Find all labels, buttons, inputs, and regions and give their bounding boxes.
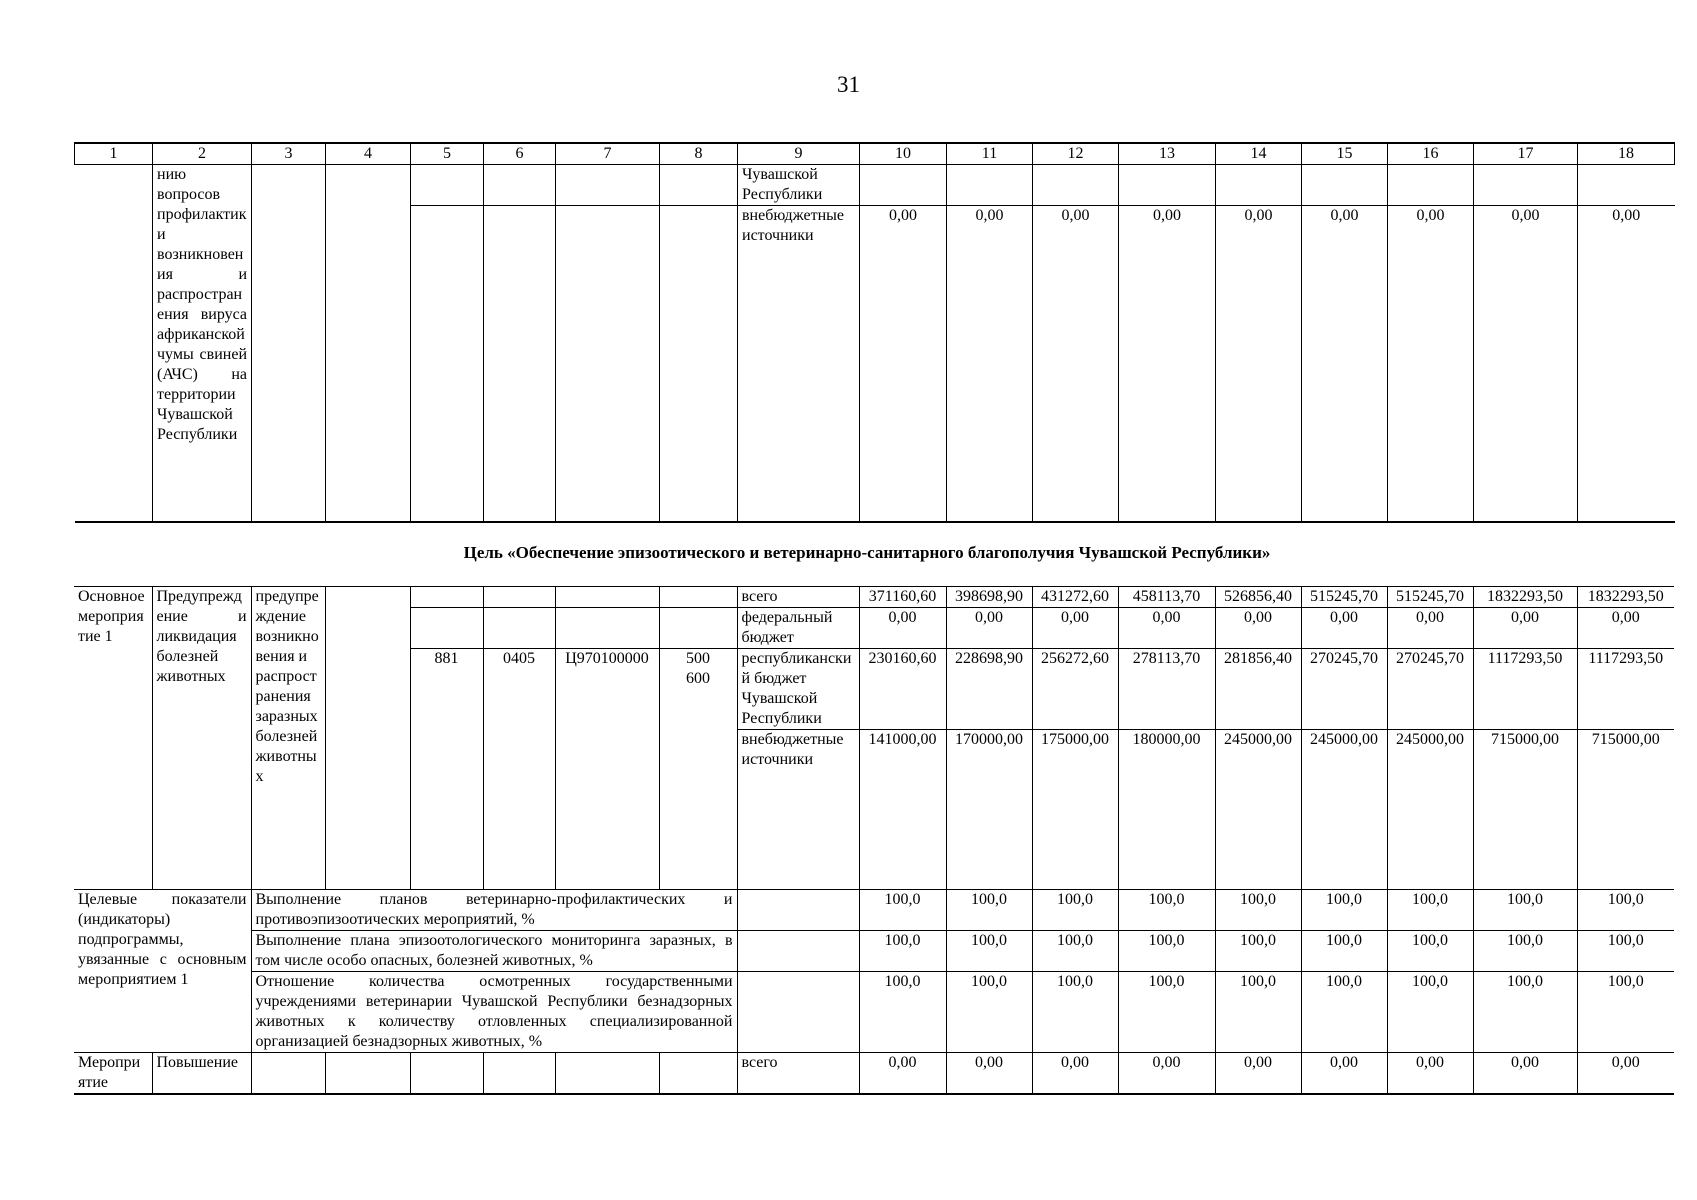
value-cell: 715000,00 <box>1473 730 1577 890</box>
indicator-value-cell: 100,0 <box>1215 972 1301 1053</box>
indicator-value-cell: 100,0 <box>859 890 946 931</box>
value-cell: 270245,70 <box>1387 649 1473 730</box>
table-row <box>74 587 1674 608</box>
value-cell: 515245,70 <box>1387 587 1473 608</box>
funding-source-cell: Чувашской Республики <box>738 165 860 206</box>
event-name-cell: нию вопросов профилактики возникновения и распространения вируса африканской чумы свиней (АЧС) на территории Чувашской Республики <box>153 165 252 523</box>
value-cell: 170000,00 <box>946 730 1032 890</box>
table-cell <box>659 587 737 608</box>
indicator-value-cell: 100,0 <box>1032 931 1118 972</box>
table-cell <box>1578 165 1675 206</box>
value-cell: 245000,00 <box>1301 730 1387 890</box>
column-number: 7 <box>556 143 660 165</box>
value-cell: 141000,00 <box>859 730 946 890</box>
budget-table-main <box>74 586 1674 1095</box>
indicator-row <box>74 931 1674 972</box>
event-name-cell: Повышение <box>152 1053 251 1095</box>
indicator-text-cell: Отношение количества осмотренных государственными учреждениями ветеринарии Чувашской Республики безнадзорных животных к количеству отловленных специализированной организацией безнадзорных животных, % <box>251 972 737 1053</box>
value-cell: 0,00 <box>1473 1053 1577 1095</box>
column-number: 13 <box>1119 143 1216 165</box>
indicator-text-cell: Выполнение плана эпизоотологического мониторинга заразных, в том числе особо опасных, болезней животных, % <box>251 931 737 972</box>
value-cell: 0,00 <box>1301 608 1387 649</box>
value-cell: 0,00 <box>946 1053 1032 1095</box>
value-cell: 0,00 <box>1215 1053 1301 1095</box>
table-cell <box>483 1053 555 1095</box>
value-cell: 0,00 <box>859 1053 946 1095</box>
column-number: 8 <box>660 143 738 165</box>
value-cell: 230160,60 <box>859 649 946 730</box>
indicator-value-cell: 100,0 <box>859 931 946 972</box>
value-cell: 0,00 <box>946 608 1032 649</box>
table-cell <box>325 1053 410 1095</box>
table-cell <box>411 165 484 206</box>
event-goal-cell: предупреждение возникновения и распространения заразных болезней животных <box>251 587 325 890</box>
table-cell <box>737 890 859 931</box>
column-number: 9 <box>738 143 860 165</box>
table-cell <box>660 206 738 522</box>
page-number: 31 <box>837 72 860 97</box>
table-cell <box>659 608 737 649</box>
indicator-value-cell: 100,0 <box>1301 890 1387 931</box>
value-cell: 0,00 <box>1033 206 1119 522</box>
table-cell <box>737 972 859 1053</box>
value-cell: 431272,60 <box>1032 587 1118 608</box>
value-cell: 0,00 <box>1387 608 1473 649</box>
goal-heading: Цель «Обеспечение эпизоотического и ветеринарно-санитарного благополучия Чувашской Республики» <box>463 543 1271 562</box>
table-cell <box>251 1053 325 1095</box>
value-cell: 0,00 <box>1301 1053 1387 1095</box>
table-cell <box>326 165 411 523</box>
column-number: 14 <box>1216 143 1302 165</box>
value-cell: 281856,40 <box>1215 649 1301 730</box>
column-number: 10 <box>860 143 947 165</box>
indicator-value-cell: 100,0 <box>1118 972 1215 1053</box>
indicator-value-cell: 100,0 <box>1577 972 1674 1053</box>
value-cell: 245000,00 <box>1387 730 1473 890</box>
indicator-value-cell: 100,0 <box>1473 890 1577 931</box>
indicator-value-cell: 100,0 <box>1118 890 1215 931</box>
value-cell: 1832293,50 <box>1473 587 1577 608</box>
table-cell <box>660 165 738 206</box>
indicator-value-cell: 100,0 <box>1387 972 1473 1053</box>
indicator-value-cell: 100,0 <box>1473 931 1577 972</box>
value-cell: 0,00 <box>1118 1053 1215 1095</box>
funding-source-cell: внебюджетные источники <box>737 730 859 890</box>
table-cell <box>947 165 1033 206</box>
table-cell <box>555 587 659 608</box>
indicator-value-cell: 100,0 <box>1577 931 1674 972</box>
indicator-row <box>74 972 1674 1053</box>
indicator-value-cell: 100,0 <box>1387 931 1473 972</box>
table-cell <box>1033 165 1119 206</box>
indicator-value-cell: 100,0 <box>1301 931 1387 972</box>
column-number: 2 <box>153 143 252 165</box>
column-number: 17 <box>1474 143 1578 165</box>
indicator-row <box>74 890 1674 931</box>
table-cell <box>410 1053 483 1095</box>
indicator-value-cell: 100,0 <box>1215 931 1301 972</box>
event-name-cell: Предупреждение и ликвидация болезней животных <box>152 587 251 890</box>
table-cell <box>555 1053 659 1095</box>
column-number: 5 <box>411 143 484 165</box>
value-cell: 0,00 <box>1118 608 1215 649</box>
value-cell: 0,00 <box>1474 206 1578 522</box>
column-number: 1 <box>75 143 153 165</box>
table-cell <box>483 587 555 608</box>
table-cell <box>325 587 410 890</box>
value-cell: 256272,60 <box>1032 649 1118 730</box>
value-cell: 0,00 <box>859 608 946 649</box>
budget-table-continuation <box>74 142 1675 523</box>
table-cell <box>75 165 153 523</box>
column-number: 3 <box>252 143 326 165</box>
indicator-value-cell: 100,0 <box>1577 890 1674 931</box>
indicator-value-cell: 100,0 <box>1473 972 1577 1053</box>
funding-source-cell: республиканский бюджет Чувашской Республики <box>737 649 859 730</box>
value-cell: 458113,70 <box>1118 587 1215 608</box>
event-type-cell: Основное мероприятие 1 <box>74 587 152 890</box>
table-cell <box>1388 165 1474 206</box>
value-cell: 0,00 <box>1216 206 1302 522</box>
funding-source-cell: федеральный бюджет <box>737 608 859 649</box>
value-cell: 1832293,50 <box>1577 587 1674 608</box>
expense-type-code: 500 <box>686 650 710 667</box>
table-cell <box>1216 165 1302 206</box>
event-type-cell: Мероприятие <box>74 1053 152 1095</box>
value-cell: 515245,70 <box>1301 587 1387 608</box>
indicator-value-cell: 100,0 <box>946 972 1032 1053</box>
value-cell: 245000,00 <box>1215 730 1301 890</box>
value-cell: 0,00 <box>1578 206 1675 522</box>
value-cell: 228698,90 <box>946 649 1032 730</box>
indicator-text-cell: Выполнение планов ветеринарно-профилактических и противоэпизоотических мероприятий, % <box>251 890 737 931</box>
value-cell: 0,00 <box>1119 206 1216 522</box>
indicator-value-cell: 100,0 <box>1032 972 1118 1053</box>
value-cell: 0,00 <box>1215 608 1301 649</box>
table-cell <box>737 931 859 972</box>
indicator-value-cell: 100,0 <box>946 931 1032 972</box>
target-article-cell: Ц970100000 <box>555 649 659 890</box>
table-cell <box>252 165 326 523</box>
funding-source-cell: внебюджетные источники <box>738 206 860 522</box>
table-cell <box>410 587 483 608</box>
indicator-value-cell: 100,0 <box>1032 890 1118 931</box>
value-cell: 0,00 <box>1577 608 1674 649</box>
value-cell: 278113,70 <box>1118 649 1215 730</box>
value-cell: 175000,00 <box>1032 730 1118 890</box>
table-cell <box>860 165 947 206</box>
expense-type-code: 600 <box>686 670 710 687</box>
value-cell: 270245,70 <box>1301 649 1387 730</box>
table-cell <box>410 608 483 649</box>
table-row <box>75 165 1675 206</box>
column-number: 12 <box>1033 143 1119 165</box>
column-number: 18 <box>1578 143 1675 165</box>
indicators-label-cell: Целевые показатели (индикаторы) подпрограммы, увязанные с основным мероприятием 1 <box>74 890 251 1053</box>
value-cell: 0,00 <box>860 206 947 522</box>
value-cell: 1117293,50 <box>1577 649 1674 730</box>
expense-type-cell <box>659 649 737 890</box>
indicator-value-cell: 100,0 <box>859 972 946 1053</box>
column-number: 6 <box>484 143 556 165</box>
column-number: 16 <box>1388 143 1474 165</box>
table-cell <box>659 1053 737 1095</box>
table-cell <box>411 206 484 522</box>
table-cell <box>483 608 555 649</box>
table-cell <box>1474 165 1578 206</box>
value-cell: 0,00 <box>1388 206 1474 522</box>
value-cell: 0,00 <box>1032 1053 1118 1095</box>
value-cell: 715000,00 <box>1577 730 1674 890</box>
ministry-code-cell: 881 <box>410 649 483 890</box>
value-cell: 0,00 <box>1577 1053 1674 1095</box>
table-cell <box>556 165 660 206</box>
value-cell: 0,00 <box>1473 608 1577 649</box>
value-cell: 0,00 <box>1302 206 1388 522</box>
indicator-value-cell: 100,0 <box>1387 890 1473 931</box>
table-cell <box>1302 165 1388 206</box>
value-cell: 0,00 <box>947 206 1033 522</box>
table-cell <box>556 206 660 522</box>
funding-source-cell: всего <box>737 1053 859 1095</box>
table-cell <box>484 206 556 522</box>
section-code-cell: 0405 <box>483 649 555 890</box>
indicator-value-cell: 100,0 <box>946 890 1032 931</box>
value-cell: 1117293,50 <box>1473 649 1577 730</box>
indicator-value-cell: 100,0 <box>1118 931 1215 972</box>
indicator-value-cell: 100,0 <box>1301 972 1387 1053</box>
table-cell <box>555 608 659 649</box>
value-cell: 526856,40 <box>1215 587 1301 608</box>
table-cell <box>484 165 556 206</box>
column-number: 4 <box>326 143 411 165</box>
indicator-value-cell: 100,0 <box>1215 890 1301 931</box>
column-number: 15 <box>1302 143 1388 165</box>
column-number-row <box>75 143 1675 165</box>
column-number: 11 <box>947 143 1033 165</box>
value-cell: 0,00 <box>1032 608 1118 649</box>
table-cell <box>1119 165 1216 206</box>
table-row <box>74 1053 1674 1095</box>
value-cell: 0,00 <box>1387 1053 1473 1095</box>
value-cell: 371160,60 <box>859 587 946 608</box>
value-cell: 180000,00 <box>1118 730 1215 890</box>
value-cell: 398698,90 <box>946 587 1032 608</box>
funding-source-cell: всего <box>737 587 859 608</box>
